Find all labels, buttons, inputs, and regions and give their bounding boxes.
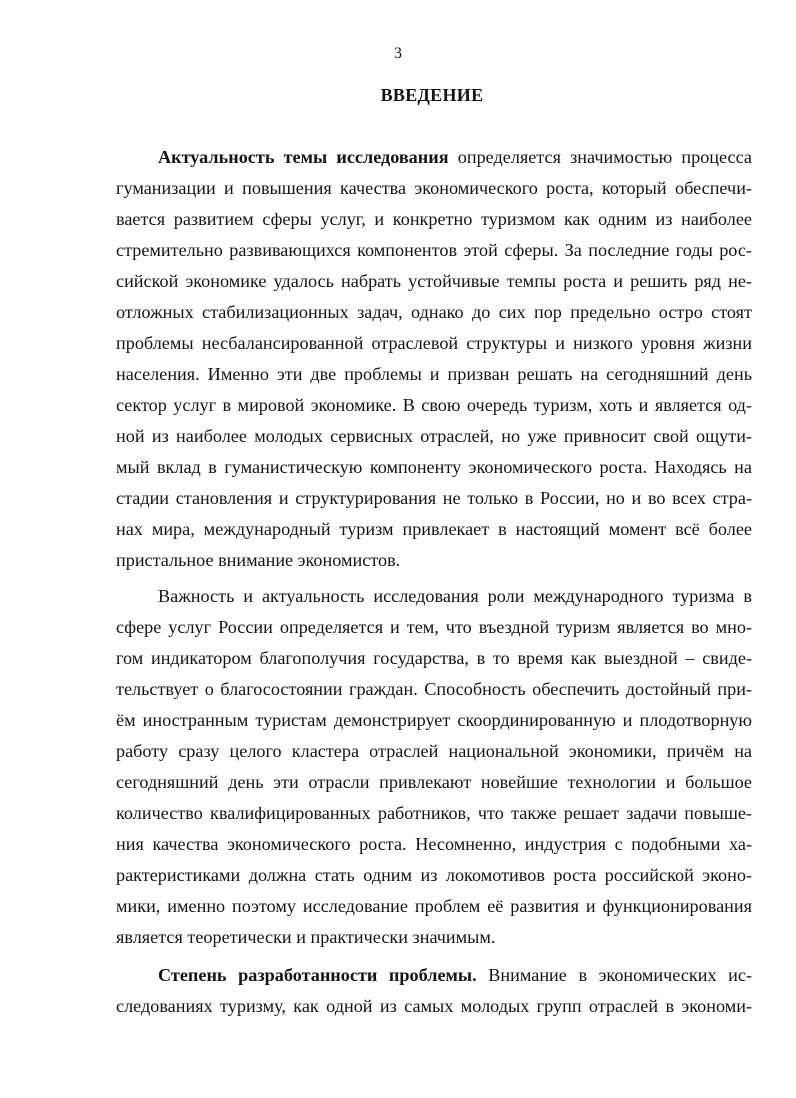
section-heading: ВВЕДЕНИЕ	[380, 85, 484, 105]
text-line: отложных стабилизационных задач, однако до сих пор предельно остро стоят	[116, 302, 752, 322]
text-line: вается развитием сферы услуг, и конкретно туризмом как одним из наиболее	[116, 209, 752, 229]
text-line: является теоретически и практически значимым.	[116, 927, 496, 947]
lead-phrase: Степень разработанности проблемы.	[158, 965, 477, 985]
text-line: сектор услуг в мировой экономике. В свою очередь туризм, хоть и является од-	[116, 395, 752, 415]
text-line: стадии становления и структурирования не только в России, но и во всех стра-	[116, 488, 752, 508]
text-line: количество квалифицированных работников, что также решает задачи повыше-	[116, 803, 752, 823]
text-line: ём иностранным туристам демонстрирует скоординированную и плодотворную	[116, 710, 752, 730]
text-line: мый вклад в гуманистическую компоненту экономического роста. Находясь на	[116, 457, 752, 477]
text-line: стремительно развивающихся компонентов этой сферы. За последние годы рос-	[116, 240, 752, 260]
text-span: определяется значимостью процесса	[448, 147, 752, 167]
text-line: рактеристиками должна стать одним из локомотивов роста российской эконо-	[116, 865, 752, 885]
text-line: Важность и актуальность исследования роли международного туризма в	[158, 586, 752, 606]
text-line: ной из наиболее молодых сервисных отраслей, но уже привносит свой ощути-	[116, 426, 752, 446]
text-line	[158, 144, 752, 170]
text-line	[158, 962, 752, 988]
text-line: населения. Именно эти две проблемы и призван решать на сегодняшний день	[116, 364, 752, 384]
text-line: следованиях туризму, как одной из самых молодых групп отраслей в экономи-	[116, 996, 752, 1016]
text-line: проблемы несбалансированной отраслевой структуры и низкого уровня жизни	[116, 333, 752, 353]
text-line: мики, именно поэтому исследование проблем её развития и функционирования	[116, 896, 752, 916]
text-line: пристальное внимание экономистов.	[116, 550, 401, 570]
text-line: работу сразу целого кластера отраслей национальной экономики, причём на	[116, 741, 752, 761]
page-number: 3	[394, 45, 402, 62]
text-line: нах мира, международный туризм привлекает в настоящий момент всё более	[116, 519, 752, 539]
text-line: сфере услуг России определяется и тем, что въездной туризм является во мно-	[116, 617, 752, 637]
text-line: ния качества экономического роста. Несомненно, индустрия с подобными ха-	[116, 834, 752, 854]
text-line: гуманизации и повышения качества экономического роста, который обеспечи-	[116, 178, 752, 198]
text-line: сегодняшний день эти отрасли привлекают новейшие технологии и большое	[116, 772, 752, 792]
text-span: Внимание в экономических ис-	[476, 965, 752, 985]
text-line: гом индикатором благополучия государства, в то время как выездной – свиде-	[116, 648, 752, 668]
lead-phrase: Актуальность темы исследования	[158, 147, 449, 167]
text-line: сийской экономике удалось набрать устойчивые темпы роста и решить ряд не-	[116, 271, 752, 291]
text-line: тельствует о благосостоянии граждан. Способность обеспечить достойный при-	[116, 679, 752, 699]
